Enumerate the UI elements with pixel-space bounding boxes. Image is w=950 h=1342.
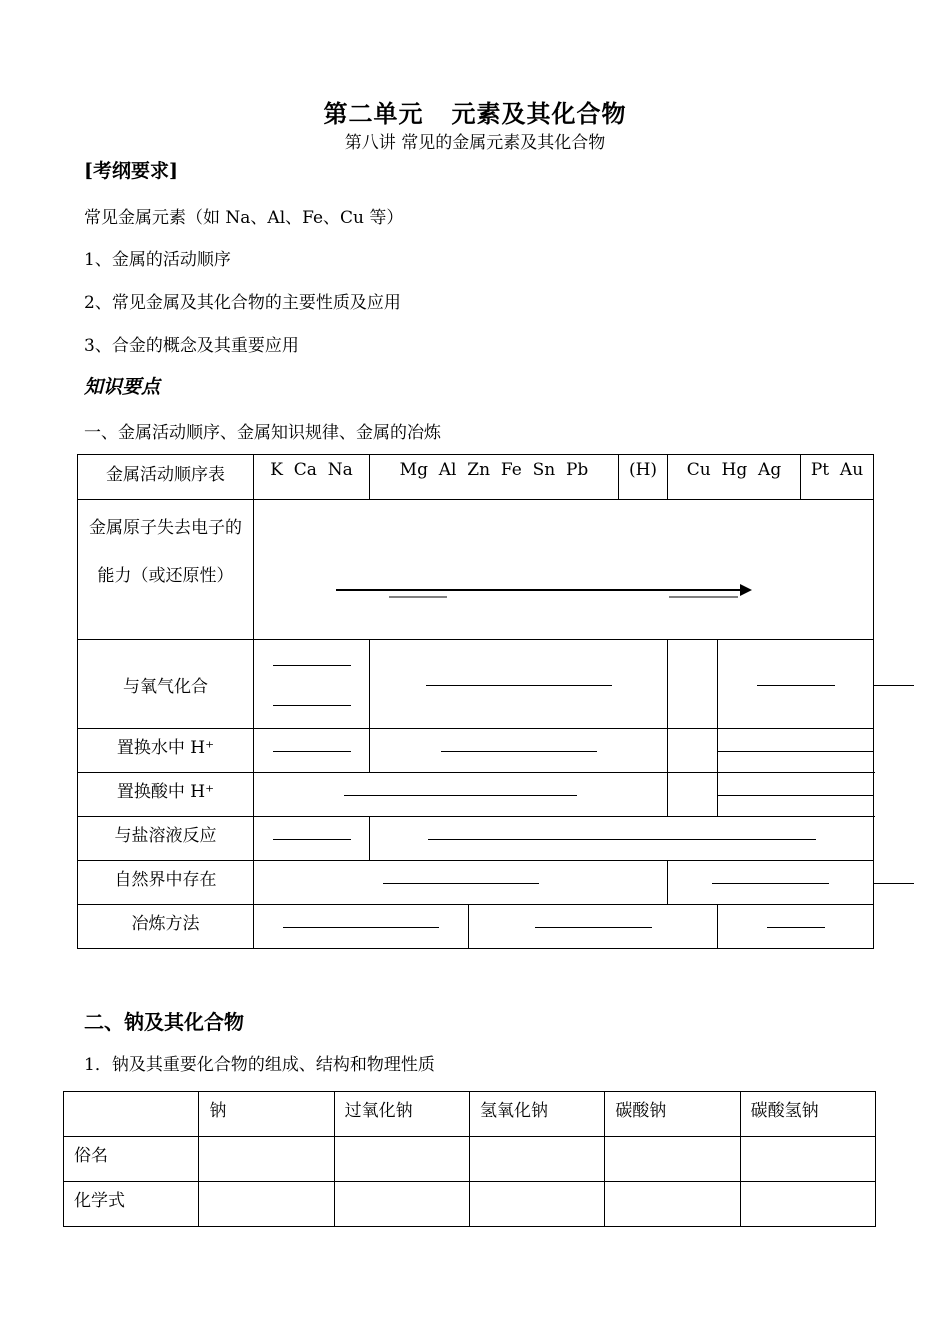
header-cell: Mg Al Zn Fe Sn Pb: [370, 455, 619, 500]
answer-cell[interactable]: [605, 1137, 740, 1182]
answer-blank[interactable]: [668, 861, 874, 905]
answer-blank[interactable]: [718, 729, 874, 773]
answer-blank[interactable]: [254, 640, 370, 729]
answer-cell[interactable]: [740, 1182, 875, 1227]
answer-cell[interactable]: [469, 1137, 604, 1182]
row-label: 置换水中 H⁺: [78, 729, 254, 773]
answer-blank[interactable]: [668, 729, 718, 773]
answer-blank[interactable]: [718, 905, 874, 949]
answer-blank[interactable]: [668, 773, 718, 817]
requirement-item: 2、常见金属及其化合物的主要性质及应用: [84, 293, 401, 313]
column-header: 碳酸钠: [605, 1092, 740, 1137]
metal-activity-table: [77, 454, 874, 949]
column-header: 氢氧化钠: [469, 1092, 604, 1137]
row-label: 化学式: [64, 1182, 199, 1227]
answer-blank[interactable]: [370, 729, 668, 773]
row-label: 与氧气化合: [78, 640, 254, 729]
answer-blank[interactable]: [668, 640, 718, 729]
header-cell: K Ca Na: [254, 455, 370, 500]
header-cell: (H): [619, 455, 668, 500]
answer-cell[interactable]: [334, 1137, 469, 1182]
answer-blank[interactable]: [370, 817, 874, 861]
requirements-heading: [考纲要求]: [84, 160, 178, 182]
reducing-ability-cell: [254, 500, 874, 640]
requirement-item: 3、合金的概念及其重要应用: [84, 336, 299, 356]
section2-heading: 二、钠及其化合物: [84, 1010, 244, 1034]
page-title: 第二单元 元素及其化合物: [323, 99, 627, 128]
answer-blank[interactable]: [718, 640, 874, 729]
header-cell: Cu Hg Ag: [668, 455, 801, 500]
requirements-intro: 常见金属元素（如 Na、Al、Fe、Cu 等）: [84, 208, 404, 228]
header-cell: 金属活动顺序表: [78, 455, 254, 500]
page-subtitle: 第八讲 常见的金属元素及其化合物: [344, 133, 606, 153]
answer-blank[interactable]: [254, 861, 668, 905]
row-label: 自然界中存在: [78, 861, 254, 905]
trend-arrow-icon: [254, 500, 874, 640]
column-header: 钠: [199, 1092, 334, 1137]
row-label: 俗名: [64, 1137, 199, 1182]
row-label: 置换酸中 H⁺: [78, 773, 254, 817]
answer-cell[interactable]: [199, 1182, 334, 1227]
column-header: 碳酸氢钠: [740, 1092, 875, 1137]
answer-blank[interactable]: [469, 905, 718, 949]
answer-blank[interactable]: [254, 773, 668, 817]
answer-blank[interactable]: [370, 640, 668, 729]
section1-heading: 一、金属活动顺序、金属知识规律、金属的冶炼: [84, 423, 441, 443]
answer-blank[interactable]: [254, 729, 370, 773]
row-label: 与盐溶液反应: [78, 817, 254, 861]
answer-blank[interactable]: [718, 773, 874, 817]
answer-blank[interactable]: [254, 905, 469, 949]
section2-subheading: 1．钠及其重要化合物的组成、结构和物理性质: [84, 1055, 435, 1075]
column-header: 过氧化钠: [334, 1092, 469, 1137]
answer-cell[interactable]: [469, 1182, 604, 1227]
header-cell: Pt Au: [801, 455, 874, 500]
requirement-item: 1、金属的活动顺序: [84, 250, 231, 270]
answer-blank[interactable]: [254, 817, 370, 861]
answer-cell[interactable]: [199, 1137, 334, 1182]
knowledge-points-heading: 知识要点: [84, 376, 161, 398]
row-label: 冶炼方法: [78, 905, 254, 949]
answer-cell[interactable]: [334, 1182, 469, 1227]
answer-cell[interactable]: [740, 1137, 875, 1182]
column-header: [64, 1092, 199, 1137]
sodium-compounds-table: [63, 1091, 876, 1227]
answer-cell[interactable]: [605, 1182, 740, 1227]
row-label: 金属原子失去电子的能力（或还原性）: [78, 500, 254, 640]
